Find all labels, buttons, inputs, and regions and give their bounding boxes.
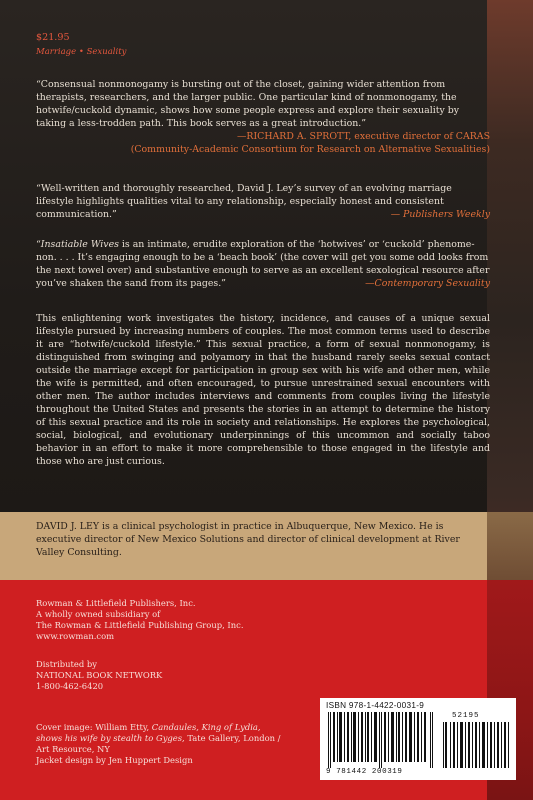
author-bio: DAVID J. LEY is a clinical psychologist in practice in Albuquerque, New Mexico. He is executive director of New Mexico Solutions and director of clinical development at River Valley Consulting. <box>36 521 460 558</box>
author-band-art <box>487 512 533 580</box>
publisher-info <box>36 598 243 642</box>
distributor-phone: 1-800-462-6420 <box>36 681 104 691</box>
blurb-cs-text: is an intimate, erudite exploration of the ‘hotwives’ or ‘cuckold’ phenomenon. . . . It’s engaging enough to be a ‘beach book’ (the cover will get you some odd looks from the next towel over) and substantive enough to serve as an excellent sexological resource after you’ve shaken the sand from its pages.” <box>36 239 490 289</box>
blurb-sprott <box>36 78 490 156</box>
credit-gallery: Tate Gallery, London / <box>184 733 281 743</box>
credit-prefix: Cover image: William Etty, <box>36 722 152 732</box>
price-label: $21.95 <box>36 32 70 43</box>
distributor-label: Distributed by <box>36 659 97 669</box>
distributor-name: NATIONAL BOOK NETWORK <box>36 670 163 680</box>
publisher-subsidiary: A wholly owned subsidiary of <box>36 609 161 619</box>
blurb-cs-attribution: —Contemporary Sexuality <box>365 278 490 289</box>
price-barcode-bars <box>442 722 510 768</box>
credit-art-resource: Art Resource, NY <box>36 744 110 754</box>
cover-credits <box>36 722 286 766</box>
ean-barcode-bars <box>326 712 436 768</box>
blurb-publishers-weekly <box>36 182 490 221</box>
credit-painting-title-cont: shows his wife by stealth to Gyges, <box>36 733 185 743</box>
price-code-digits: 52195 <box>452 712 480 720</box>
book-description: This enlightening work investigates the history, incidence, and causes of a unique sexual lifestyle pursued by increasing numbers of couples. The most common terms used to describe it are “hotwife/cuckold lifestyle.” This sexual practice, a form of sexual nonmonogamy, is distinguished from swinging and polyamory in that the husband rarely seeks sexual contact outside the marriage except for participation in group sex with his wife and other men, while the wife is permitted, and often encouraged, to pursue unrestrained sexual encounters with other men. The author includes interviews and comments from couples living the lifestyle throughout the United States and presents the stories in an attempt to determine the history of this sexual practice and its role in society and relationships. He explores the psychological, social, biological, and evolutionary underpinnings of this uncommon and socially taboo behavior in an effort to make it more comprehensible to those engaged in the lifestyle and those who are just curious. <box>36 313 490 467</box>
category-label: Marriage • Sexuality <box>36 47 127 57</box>
blurb-pw-text: “Well-written and thoroughly researched, David J. Ley’s survey of an evolving marriage lifestyle highlights qualities vital to any relationship, especially honest and consistent communication.” <box>36 183 452 220</box>
isbn-barcode <box>320 698 516 780</box>
publisher-url[interactable]: www.rowman.com <box>36 631 115 641</box>
isbn-number: ISBN 978-1-4422-0031-9 <box>326 701 425 710</box>
publisher-name: Rowman & Littlefield Publishers, Inc. <box>36 598 196 608</box>
blurb-sprott-text: “Consensual nonmonogamy is bursting out of the closet, gaining wider attention from therapists, researchers, and the larger public. One particular kind of nonmonogamy, the hotwife/cuckold dynamic, shows how some people express and explore their sexuality by taking a less-trodden path. This book serves as a great introduction.” <box>36 79 460 129</box>
credit-painting-title: Candaules, King of Lydia, <box>151 722 261 732</box>
blurb-cs-book-title: Insatiable Wives <box>40 239 119 250</box>
publisher-group: The Rowman & Littlefield Publishing Group, Inc. <box>36 620 244 630</box>
blurb-sprott-attribution: —RICHARD A. SPROTT, executive director of CARAS <box>237 131 490 142</box>
credit-jacket-design: Jacket design by Jen Huppert Design <box>36 755 193 765</box>
blurb-pw-attribution: — Publishers Weekly <box>390 209 490 220</box>
ean-digits: 9 781442 200319 <box>326 768 403 776</box>
blurb-sprott-affiliation: (Community-Academic Consortium for Research on Alternative Sexualities) <box>130 144 490 155</box>
distributor-info <box>36 659 162 692</box>
blurb-cs-open-quote: “ <box>36 239 41 250</box>
blurb-contemporary-sexuality <box>36 238 490 290</box>
